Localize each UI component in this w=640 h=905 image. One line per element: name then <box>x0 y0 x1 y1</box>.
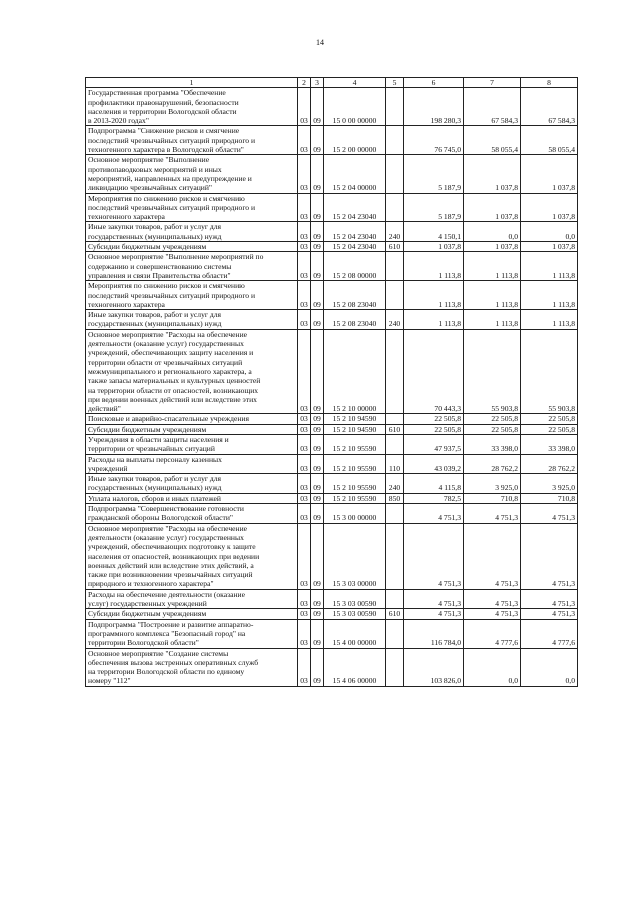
cell-amount-6: 116 784,0 <box>404 619 464 648</box>
cell-subsection: 09 <box>311 454 324 474</box>
cell-amount-8: 22 505,8 <box>521 414 578 424</box>
row-description: Учреждения в области защиты населения и территории от чрезвычайных ситуаций <box>86 434 298 454</box>
cell-amount-6: 1 113,8 <box>404 281 464 310</box>
table-row <box>86 329 578 414</box>
cell-section: 03 <box>298 281 311 310</box>
cell-amount-7: 4 751,3 <box>464 523 521 589</box>
cell-target-article: 15 2 10 00000 <box>324 329 386 414</box>
cell-target-article: 15 0 00 00000 <box>324 88 386 126</box>
cell-amount-8: 22 505,8 <box>521 424 578 434</box>
cell-section: 03 <box>298 310 311 330</box>
cell-section: 03 <box>298 252 311 281</box>
cell-amount-6: 4 150,1 <box>404 222 464 242</box>
cell-expense-type <box>386 589 404 609</box>
cell-expense-type <box>386 523 404 589</box>
cell-expense-type: 110 <box>386 454 404 474</box>
cell-amount-8: 1 113,8 <box>521 252 578 281</box>
cell-target-article: 15 2 04 23040 <box>324 242 386 252</box>
cell-amount-8: 1 037,8 <box>521 155 578 193</box>
cell-expense-type <box>386 434 404 454</box>
cell-amount-6: 5 187,9 <box>404 155 464 193</box>
cell-expense-type: 610 <box>386 242 404 252</box>
row-description: Государственная программа "Обеспечение профилактики правонарушений, безопасности населения и территории Вологодской области в 2013-2020 годах" <box>86 88 298 126</box>
table-row <box>86 493 578 503</box>
cell-target-article: 15 4 00 00000 <box>324 619 386 648</box>
cell-amount-6: 22 505,8 <box>404 414 464 424</box>
table-row <box>86 252 578 281</box>
cell-target-article: 15 4 06 00000 <box>324 648 386 686</box>
cell-amount-8: 4 751,3 <box>521 523 578 589</box>
table-row <box>86 414 578 424</box>
cell-section: 03 <box>298 193 311 222</box>
table-row <box>86 504 578 524</box>
table-row <box>86 589 578 609</box>
cell-section: 03 <box>298 609 311 619</box>
cell-amount-7: 1 113,8 <box>464 281 521 310</box>
table-row <box>86 648 578 686</box>
cell-target-article: 15 2 04 23040 <box>324 193 386 222</box>
cell-amount-6: 76 745,0 <box>404 126 464 155</box>
cell-target-article: 15 2 08 23040 <box>324 310 386 330</box>
cell-target-article: 15 2 10 94590 <box>324 424 386 434</box>
cell-amount-8: 58 055,4 <box>521 126 578 155</box>
row-description: Подпрограмма "Построение и развитие аппаратно- программного комплекса "Безопасный город" на территории Вологодской области" <box>86 619 298 648</box>
cell-amount-6: 70 443,3 <box>404 329 464 414</box>
cell-amount-8: 0,0 <box>521 648 578 686</box>
cell-amount-7: 4 777,6 <box>464 619 521 648</box>
cell-amount-6: 4 115,8 <box>404 474 464 494</box>
table-row <box>86 155 578 193</box>
cell-amount-7: 4 751,3 <box>464 589 521 609</box>
table-row <box>86 619 578 648</box>
cell-subsection: 09 <box>311 193 324 222</box>
cell-amount-8: 67 584,3 <box>521 88 578 126</box>
cell-target-article: 15 2 04 00000 <box>324 155 386 193</box>
cell-expense-type <box>386 252 404 281</box>
cell-amount-8: 33 398,0 <box>521 434 578 454</box>
cell-amount-6: 22 505,8 <box>404 424 464 434</box>
row-description: Иные закупки товаров, работ и услуг для государственных (муниципальных) нужд <box>86 474 298 494</box>
column-header-8: 8 <box>521 78 578 88</box>
column-header-2: 2 <box>298 78 311 88</box>
row-description: Основное мероприятие "Расходы на обеспечение деятельности (оказание услуг) государственных учреждений, обеспечивающих подготовку к защите населения от опасностей, возникающих при ведении военных действий или вследствие этих действий, а также при возникновении чрезвычайных ситуаций природного и техногенного характера" <box>86 523 298 589</box>
cell-subsection: 09 <box>311 329 324 414</box>
cell-amount-7: 1 037,8 <box>464 242 521 252</box>
cell-amount-6: 47 937,5 <box>404 434 464 454</box>
table-row <box>86 434 578 454</box>
row-description: Основное мероприятие "Расходы на обеспечение деятельности (оказание услуг) государственных учреждений, обеспечивающих защиту населения и территории области от чрезвычайных ситуаций межмуниципального и регионального характера, а также запасы материальных и культурных ценностей на территории области от опасностей, возникающих при ведении военных действий или вследствие этих действий" <box>86 329 298 414</box>
cell-amount-7: 3 925,0 <box>464 474 521 494</box>
row-description: Мероприятия по снижению рисков и смягчению последствий чрезвычайных ситуаций природного и техногенного характера <box>86 193 298 222</box>
row-description: Субсидии бюджетным учреждениям <box>86 242 298 252</box>
cell-expense-type <box>386 126 404 155</box>
cell-amount-8: 1 037,8 <box>521 242 578 252</box>
cell-expense-type <box>386 88 404 126</box>
row-description: Основное мероприятие "Выполнение мероприятий по содержанию и совершенствованию системы управления и связи Правительства области" <box>86 252 298 281</box>
table-row <box>86 310 578 330</box>
cell-subsection: 09 <box>311 619 324 648</box>
cell-amount-7: 22 505,8 <box>464 424 521 434</box>
cell-section: 03 <box>298 222 311 242</box>
cell-expense-type: 240 <box>386 222 404 242</box>
cell-amount-8: 55 903,8 <box>521 329 578 414</box>
cell-subsection: 09 <box>311 242 324 252</box>
cell-section: 03 <box>298 504 311 524</box>
cell-amount-6: 1 113,8 <box>404 310 464 330</box>
row-description: Подпрограмма "Снижение рисков и смягчение последствий чрезвычайных ситуаций природного и техногенного характера в Вологодской области" <box>86 126 298 155</box>
cell-expense-type <box>386 414 404 424</box>
cell-amount-7: 58 055,4 <box>464 126 521 155</box>
cell-expense-type: 850 <box>386 493 404 503</box>
cell-amount-7: 1 113,8 <box>464 252 521 281</box>
cell-section: 03 <box>298 126 311 155</box>
cell-amount-7: 0,0 <box>464 222 521 242</box>
cell-expense-type: 240 <box>386 310 404 330</box>
cell-amount-7: 1 113,8 <box>464 310 521 330</box>
column-header-6: 6 <box>404 78 464 88</box>
cell-expense-type <box>386 281 404 310</box>
cell-amount-6: 5 187,9 <box>404 193 464 222</box>
cell-amount-6: 43 039,2 <box>404 454 464 474</box>
cell-subsection: 09 <box>311 310 324 330</box>
cell-expense-type: 240 <box>386 474 404 494</box>
cell-subsection: 09 <box>311 155 324 193</box>
table-header-row <box>86 78 578 88</box>
table-row <box>86 242 578 252</box>
row-description: Расходы на обеспечение деятельности (оказание услуг) государственных учреждений <box>86 589 298 609</box>
table-row <box>86 126 578 155</box>
cell-section: 03 <box>298 242 311 252</box>
cell-amount-8: 4 751,3 <box>521 504 578 524</box>
cell-section: 03 <box>298 589 311 609</box>
cell-target-article: 15 2 10 95590 <box>324 434 386 454</box>
cell-amount-8: 1 037,8 <box>521 193 578 222</box>
cell-amount-6: 4 751,3 <box>404 609 464 619</box>
cell-amount-7: 710,8 <box>464 493 521 503</box>
cell-subsection: 09 <box>311 493 324 503</box>
cell-subsection: 09 <box>311 589 324 609</box>
cell-target-article: 15 3 03 00590 <box>324 589 386 609</box>
cell-expense-type <box>386 504 404 524</box>
cell-target-article: 15 3 00 00000 <box>324 504 386 524</box>
cell-expense-type <box>386 155 404 193</box>
cell-amount-6: 198 280,3 <box>404 88 464 126</box>
cell-section: 03 <box>298 155 311 193</box>
cell-amount-7: 1 037,8 <box>464 155 521 193</box>
table-row <box>86 523 578 589</box>
row-description: Основное мероприятие "Создание системы обеспечения вызова экстренных оперативных служб на территории Вологодской области по единому номеру "112" <box>86 648 298 686</box>
cell-amount-8: 3 925,0 <box>521 474 578 494</box>
cell-amount-8: 4 751,3 <box>521 589 578 609</box>
cell-subsection: 09 <box>311 222 324 242</box>
cell-target-article: 15 2 10 94590 <box>324 414 386 424</box>
row-description: Иные закупки товаров, работ и услуг для государственных (муниципальных) нужд <box>86 222 298 242</box>
column-header-5: 5 <box>386 78 404 88</box>
cell-section: 03 <box>298 493 311 503</box>
cell-amount-6: 1 113,8 <box>404 252 464 281</box>
cell-expense-type <box>386 619 404 648</box>
cell-section: 03 <box>298 88 311 126</box>
cell-amount-8: 710,8 <box>521 493 578 503</box>
cell-subsection: 09 <box>311 609 324 619</box>
cell-target-article: 15 2 00 00000 <box>324 126 386 155</box>
cell-amount-7: 4 751,3 <box>464 504 521 524</box>
cell-section: 03 <box>298 648 311 686</box>
row-description: Мероприятия по снижению рисков и смягчению последствий чрезвычайных ситуаций природного и техногенного характера <box>86 281 298 310</box>
table-row <box>86 609 578 619</box>
cell-amount-7: 33 398,0 <box>464 434 521 454</box>
column-header-7: 7 <box>464 78 521 88</box>
row-description: Поисковые и аварийно-спасательные учреждения <box>86 414 298 424</box>
cell-subsection: 09 <box>311 434 324 454</box>
table-row <box>86 222 578 242</box>
cell-target-article: 15 2 08 00000 <box>324 252 386 281</box>
column-header-3: 3 <box>311 78 324 88</box>
cell-subsection: 09 <box>311 648 324 686</box>
table-row <box>86 281 578 310</box>
page-number: 14 <box>316 38 324 47</box>
row-description: Субсидии бюджетным учреждениям <box>86 424 298 434</box>
cell-subsection: 09 <box>311 281 324 310</box>
cell-amount-6: 4 751,3 <box>404 504 464 524</box>
column-header-1: 1 <box>86 78 298 88</box>
cell-amount-8: 4 751,3 <box>521 609 578 619</box>
cell-subsection: 09 <box>311 252 324 281</box>
cell-amount-6: 1 037,8 <box>404 242 464 252</box>
cell-expense-type: 610 <box>386 424 404 434</box>
cell-section: 03 <box>298 329 311 414</box>
cell-subsection: 09 <box>311 88 324 126</box>
row-description: Подпрограмма "Совершенствование готовности гражданской обороны Вологодской области" <box>86 504 298 524</box>
cell-target-article: 15 2 10 95590 <box>324 474 386 494</box>
cell-amount-6: 103 826,0 <box>404 648 464 686</box>
cell-amount-7: 22 505,8 <box>464 414 521 424</box>
cell-amount-7: 67 584,3 <box>464 88 521 126</box>
cell-target-article: 15 2 10 95590 <box>324 454 386 474</box>
cell-amount-6: 4 751,3 <box>404 589 464 609</box>
cell-subsection: 09 <box>311 523 324 589</box>
cell-section: 03 <box>298 523 311 589</box>
row-description: Уплата налогов, сборов и иных платежей <box>86 493 298 503</box>
table-row <box>86 424 578 434</box>
column-header-4: 4 <box>324 78 386 88</box>
cell-amount-8: 0,0 <box>521 222 578 242</box>
table-row <box>86 454 578 474</box>
cell-amount-7: 1 037,8 <box>464 193 521 222</box>
cell-section: 03 <box>298 424 311 434</box>
cell-amount-8: 1 113,8 <box>521 310 578 330</box>
cell-expense-type <box>386 329 404 414</box>
cell-amount-7: 28 762,2 <box>464 454 521 474</box>
cell-subsection: 09 <box>311 126 324 155</box>
row-description: Основное мероприятие "Выполнение противопаводковых мероприятий и иных мероприятий, направленных на предупреждение и ликвидацию чрезвычайных ситуаций" <box>86 155 298 193</box>
table-row <box>86 474 578 494</box>
cell-amount-7: 55 903,8 <box>464 329 521 414</box>
cell-amount-7: 4 751,3 <box>464 609 521 619</box>
cell-amount-8: 1 113,8 <box>521 281 578 310</box>
table-row <box>86 88 578 126</box>
cell-amount-8: 28 762,2 <box>521 454 578 474</box>
cell-section: 03 <box>298 474 311 494</box>
cell-amount-8: 4 777,6 <box>521 619 578 648</box>
cell-target-article: 15 2 10 95590 <box>324 493 386 503</box>
cell-target-article: 15 2 04 23040 <box>324 222 386 242</box>
cell-target-article: 15 3 03 00590 <box>324 609 386 619</box>
cell-target-article: 15 3 03 00000 <box>324 523 386 589</box>
row-description: Субсидии бюджетным учреждениям <box>86 609 298 619</box>
row-description: Расходы на выплаты персоналу казенных учреждений <box>86 454 298 474</box>
row-description: Иные закупки товаров, работ и услуг для государственных (муниципальных) нужд <box>86 310 298 330</box>
cell-amount-7: 0,0 <box>464 648 521 686</box>
cell-amount-6: 782,5 <box>404 493 464 503</box>
table-row <box>86 193 578 222</box>
cell-section: 03 <box>298 434 311 454</box>
cell-amount-6: 4 751,3 <box>404 523 464 589</box>
cell-section: 03 <box>298 619 311 648</box>
cell-expense-type: 610 <box>386 609 404 619</box>
cell-section: 03 <box>298 454 311 474</box>
cell-subsection: 09 <box>311 504 324 524</box>
cell-subsection: 09 <box>311 414 324 424</box>
cell-section: 03 <box>298 414 311 424</box>
cell-subsection: 09 <box>311 424 324 434</box>
cell-target-article: 15 2 08 23040 <box>324 281 386 310</box>
cell-expense-type <box>386 193 404 222</box>
budget-table <box>85 77 578 687</box>
cell-expense-type <box>386 648 404 686</box>
cell-subsection: 09 <box>311 474 324 494</box>
